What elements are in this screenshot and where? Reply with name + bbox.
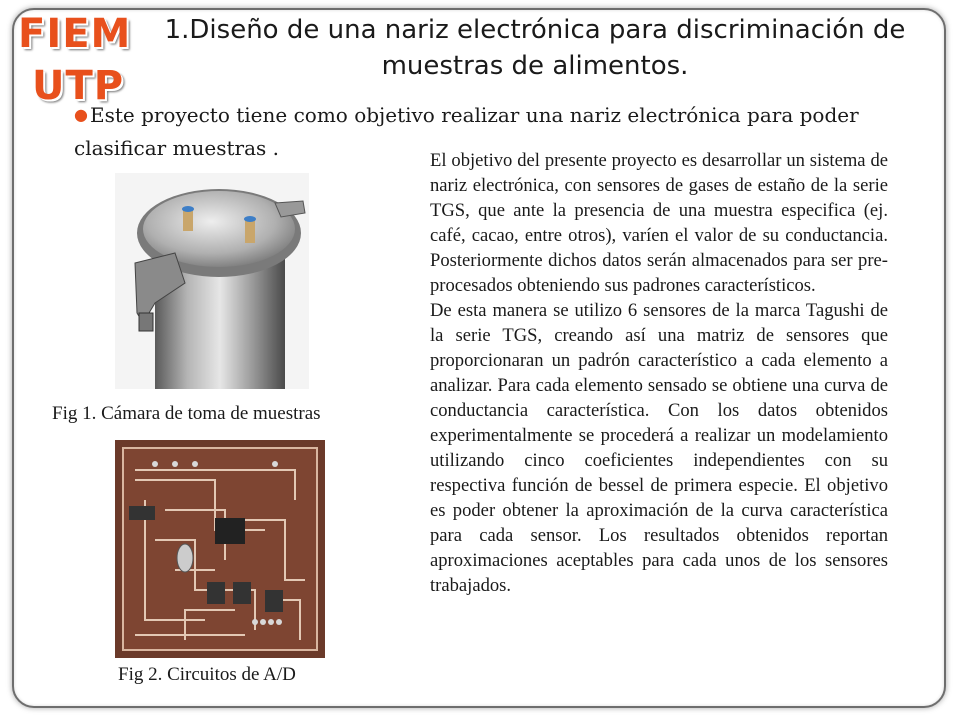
figure-1-caption: Fig 1. Cámara de toma de muestras [52,403,321,424]
logo-fiem: FIEM [18,11,132,57]
logo-utp: UTP [32,63,125,109]
bullet-text: Este proyecto tiene como objetivo realizar una nariz electrónica para poder clasificar muestras . [74,103,859,160]
body-text [430,148,888,598]
figure-2-caption: Fig 2. Circuitos de A/D [118,664,296,685]
slide-title: 1.Diseño de una nariz electrónica para discriminación de muestras de alimentos. [164,15,906,81]
body-paragraph-1: El objetivo del presente proyecto es desarrollar un sistema de nariz electrónica, con sensores de gases de estaño de la serie TGS, que ante la presencia de una muestra especifica (ej. café, cacao, entre otros), varíen el valor de su conductancia. Posteriormente dichos datos serán almacenados para ser pre-procesados obteniendo sus padrones característicos. [430,150,888,296]
sample-chamber-photo [115,173,309,389]
circuit-board-photo [115,440,325,658]
body-paragraph-2: De esta manera se utilizo 6 sensores de la marca Tagushi de la serie TGS, creando así una matriz de sensores que proporcionaran un padrón característico a cada elemento a analizar. Para cada elemento sensado se obtiene una curva de conductancia característica. Con los datos obtenidos experimentalmente se procederá a realizar un modelamiento utilizando cinco coeficientes independientes con su respectiva función de bessel de primera especie. El objetivo es poder obtener la aproximación de la curva característica para cada sensor. Los resultados obtenidos reportan aproximaciones aceptables para cada unos de los sensores trabajados. [430,300,888,596]
bullet-dot-icon: ● [74,105,88,124]
